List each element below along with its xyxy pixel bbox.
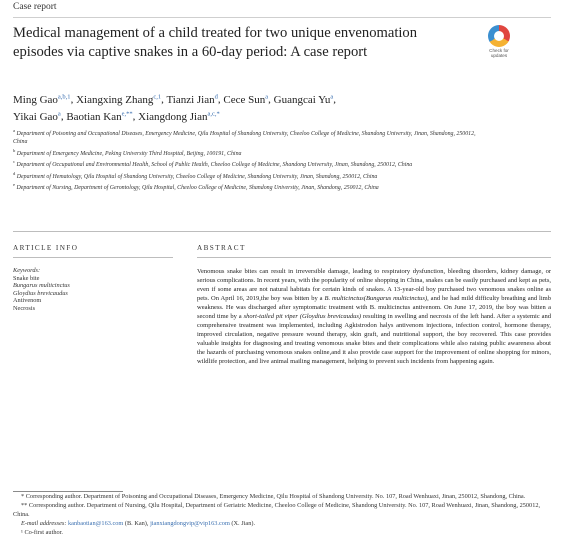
section-divider — [13, 231, 551, 232]
affiliation: $^e$ Department of Nursing, Department of Gerontology, Qilu Hospital, Cheeloo College of Medicine, Shandong University, Jinan, Shandong, 250012, China — [13, 181, 379, 191]
author[interactable]: Xiangxing Zhang$^{c,1}$ — [76, 93, 162, 106]
article-title: Medical management of a child treated for two unique envenomation episodes via captive snakes in a 60-day period: A case report — [13, 25, 418, 60]
abstract-heading: ABSTRACT — [197, 244, 246, 252]
keyword[interactable]: Gloydius brevicaudus — [13, 289, 68, 297]
keyword[interactable]: Snake bite — [13, 274, 40, 282]
author[interactable]: Ming Gao$^{a,b,1}$ — [13, 93, 71, 106]
affiliation: $^d$ Department of Hematology, Qilu Hospital of Shandong University, Cheeloo College of Medicine, Shandong University, Jinan, Shandong, 250012, China — [13, 170, 378, 180]
header-divider — [13, 17, 551, 18]
updates-text-1: Check for — [489, 48, 509, 53]
co-first-author-note: ¹ Co-first author. — [21, 528, 63, 536]
abstract-text: Venomous snake bites can result in irreversible damage, leading to respiratory dysfunction, bleeding disorders, kidney damage, or serious complications. In recent years, with the popularity of online shopping in China, snakes can be easily purchased and kept as pets, even if some areas are not natural habitats for certain kinds of snakes. A 13-year-old boy purchased two venomous snakes online as pets. On April 16, 2019,the boy was bitten by a B. multicinctus(Bungarus multicinctus), and he had mild difficulty breathing and limb weakness. He was discharged after symptomatic treatment with B. multicinctus antivenom. On June 17, 2019, the boy was bitten a second time by a short-tailed pit viper (Gloydius brevicaudus) resulting in swelling and necrosis of the left hand. After a systemic and comprehensive treatment was implemented, including Agkistrodon halys antivenom injections, infection control, hormone therapy, improved circulation, negative pressure wound therapy, skin graft, and nutritional support, the boy recovered. This case provides valuable insights for diagnosing and treating venomous snake bites and their complications while also raising public awareness about the hazards of purchasing venomous snakes online,and it also provide case support for the improvement of online shopping for minors, wildlife protection, and live animal mailing management, helping to prevent such incidents from happening again. — [197, 268, 551, 365]
author-list: Ming Gao$^{a,b,1}$, Xiangxing Zhang$^{c,1}$, Tianzi Jian$^d$, Cece Sun$^a$, Guangcai Yu$^a$, Yikai Gao$^a$, Baotian Kan$^{e,**}$, Xiangdong Jian$^{a,c,*}$ — [13, 93, 336, 123]
author[interactable]: Yikai Gao$^a$ — [13, 110, 61, 123]
author[interactable]: Guangcai Yu$^a$ — [273, 93, 334, 106]
author[interactable]: Xiangdong Jian$^{a,c,*}$ — [138, 110, 220, 123]
corresponding-author-note: * Corresponding author. Department of Poisoning and Occupational Diseases, Emergency Medicine, Qilu Hospital of Shandong University. No. 107, Road Wenhuaxi, Jinan, 250012, Shandong, China. — [21, 493, 526, 500]
email-line: E-mail addresses: kanbaotian@163.com (B. Kan), jianxiangdongvip@vip163.com (X. Jian). — [21, 519, 256, 527]
article-type-label: Case report — [13, 2, 57, 12]
keyword[interactable]: Necrosis — [13, 304, 36, 312]
keyword[interactable]: Bungarus multicinctus — [13, 282, 70, 290]
author[interactable]: Cece Sun$^a$ — [223, 93, 269, 106]
updates-icon — [488, 25, 510, 47]
keywords-label: Keywords: — [13, 267, 41, 274]
article-info-divider — [13, 257, 173, 258]
affiliation: $^a$ Department of Poisoning and Occupational Diseases, Emergency Medicine, Qilu Hospital of Shandong University, Cheeloo College of Medicine, Shandong University, Jinan, Shandong, 250012, China — [13, 128, 476, 146]
affiliation-list — [13, 127, 483, 192]
footnotes — [13, 493, 551, 538]
keywords-block — [13, 267, 163, 313]
author[interactable]: Baotian Kan$^{e,**}$ — [66, 110, 133, 123]
updates-text-2: updates — [490, 53, 508, 58]
check-for-updates-button[interactable] — [485, 25, 513, 57]
affiliation: $^c$ Department of Occupational and Environmental Health, School of Public Health, Cheeloo College of Medicine, Shandong University, Jinan, Shandong, 250012, China — [13, 159, 413, 169]
author[interactable]: Tianzi Jian$^d$ — [166, 93, 218, 106]
abstract-divider — [197, 257, 551, 258]
footnote-divider — [13, 491, 123, 492]
corresponding-author-note: ** Corresponding author. Department of Nursing, Qilu Hospital, Department of Geriatric Medicine, Cheeloo College of Medicine, Shandong University. No. 107, Road Wenhuaxi, Jinan, Shandong, 250012, China. — [13, 501, 541, 518]
article-info-heading: ARTICLE INFO — [13, 244, 79, 252]
affiliation: $^b$ Department of Emergency Medicine, Peking University Third Hospital, Beijing, 100191, China — [13, 147, 242, 157]
keyword[interactable]: Antivenom — [13, 297, 42, 305]
email-link[interactable]: kanbaotian@163.com — [68, 519, 124, 527]
email-link[interactable]: jianxiangdongvip@vip163.com — [150, 519, 230, 527]
